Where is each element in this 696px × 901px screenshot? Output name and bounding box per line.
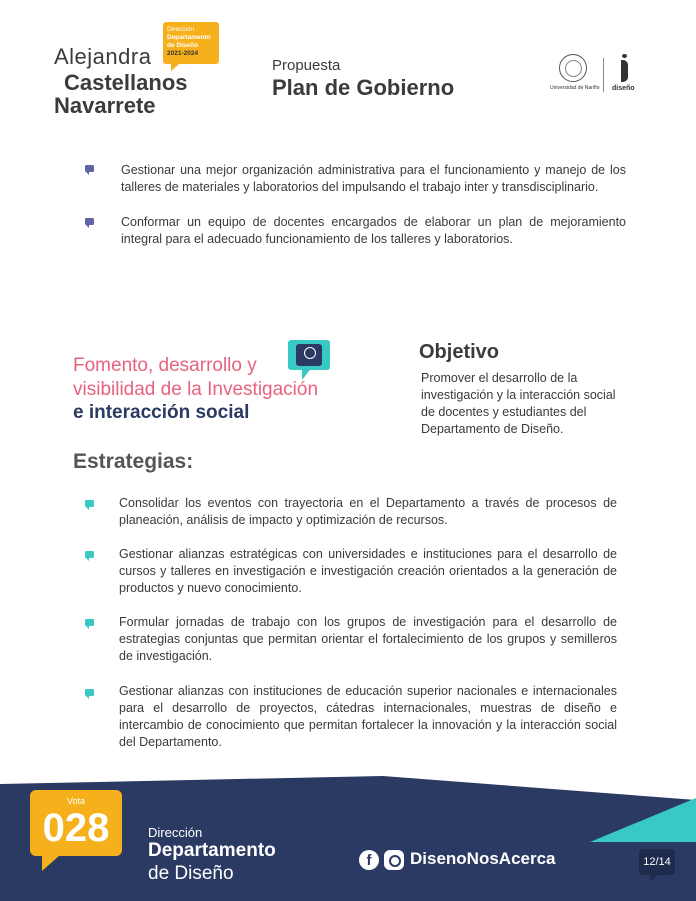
position-tag bbox=[163, 22, 219, 64]
proposal-label: Propuesta bbox=[272, 57, 341, 74]
objective-text: Promover el desarrollo de la investigación y la interacción social de docentes y estudiantes del Departamento de Diseño. bbox=[421, 371, 616, 436]
social-handle[interactable]: DisenoNosAcerca bbox=[410, 849, 556, 868]
top-bullet-1: Gestionar una mejor organización administrativa para el funcionamiento y manejo de los talleres de materiales y laboratorios del impulsando el trabajo inter y transdisciplinario. bbox=[121, 163, 626, 194]
speech-bullet-icon bbox=[85, 165, 94, 172]
page-number-tail bbox=[650, 875, 658, 882]
section-title-line3: e interacción social bbox=[73, 402, 250, 423]
tag-line2: Departamento de Diseño bbox=[167, 34, 211, 49]
section-title-line1: Fomento, desarrollo y bbox=[73, 355, 257, 376]
speech-bullet-icon bbox=[85, 218, 94, 225]
section-title-line2: visibilidad de la Investigación bbox=[73, 379, 319, 400]
strategies-title: Estrategias: bbox=[73, 450, 194, 473]
instagram-icon[interactable] bbox=[384, 850, 404, 870]
strategy-item-2: Gestionar alianzas estratégicas con universidades e instituciones para el desarrollo de cursos y talleres en investigación e investigación creación orientados a la generación de productos y nuevo conocimiento. bbox=[119, 547, 617, 595]
footer-line3: de Diseño bbox=[148, 863, 234, 884]
logo-divider bbox=[603, 58, 604, 92]
proposal-title: Plan de Gobierno bbox=[272, 75, 455, 100]
diseno-logo-text: diseño bbox=[612, 85, 635, 92]
university-logo bbox=[550, 54, 600, 98]
candidate-last-name-2: Navarrete bbox=[54, 93, 156, 118]
candidate-last-name-1: Castellanos bbox=[64, 70, 188, 95]
strategy-item-4: Gestionar alianzas con instituciones de educación superior nacionales e internacionales para el desarrollo de proyectos, cátedras internacionales, muestras de diseño e intercambio de conocimiento que permitan fortalecer la innovación y la interacción social del Departamento. bbox=[119, 684, 617, 749]
candidate-first-name: Alejandra bbox=[54, 44, 152, 69]
diseno-logo bbox=[610, 54, 640, 98]
objective-title: Objetivo bbox=[419, 341, 500, 363]
strategy-item-3: Formular jornadas de trabajo con los grupos de investigación para el desarrollo de estrategias conjuntas que permitan orientar el fortalecimiento de los grupos y semilleros de investigación. bbox=[119, 615, 617, 663]
vote-badge-tail bbox=[42, 855, 60, 871]
top-bullet-2: Conformar un equipo de docentes encargados de elaborar un plan de mejoramiento integral para el adecuado funcionamiento de los talleres y laboratorios. bbox=[121, 215, 626, 246]
university-name: Universidad de Nariño bbox=[550, 85, 600, 91]
tag-line3: 2021-2024 bbox=[167, 50, 199, 57]
speech-bullet-icon bbox=[85, 551, 94, 558]
footer-line1: Dirección bbox=[148, 825, 203, 840]
speech-bullet-icon bbox=[85, 500, 94, 507]
footer-line2: Departamento bbox=[148, 840, 276, 861]
speech-bullet-icon bbox=[85, 619, 94, 626]
facebook-icon[interactable]: f bbox=[359, 850, 379, 870]
tag-line1: Dirección bbox=[167, 26, 195, 33]
page-number: 12/14 bbox=[639, 849, 675, 875]
speech-bullet-icon bbox=[85, 689, 94, 696]
university-seal-icon bbox=[559, 54, 587, 82]
strategy-item-1: Consolidar los eventos con trayectoria en el Departamento a través de procesos de planeación, análisis de impacto y optimización de recursos. bbox=[119, 496, 617, 527]
vote-number: 028 bbox=[42, 806, 110, 850]
monitor-globe-icon bbox=[288, 340, 332, 382]
vote-label: Vota bbox=[66, 796, 86, 806]
